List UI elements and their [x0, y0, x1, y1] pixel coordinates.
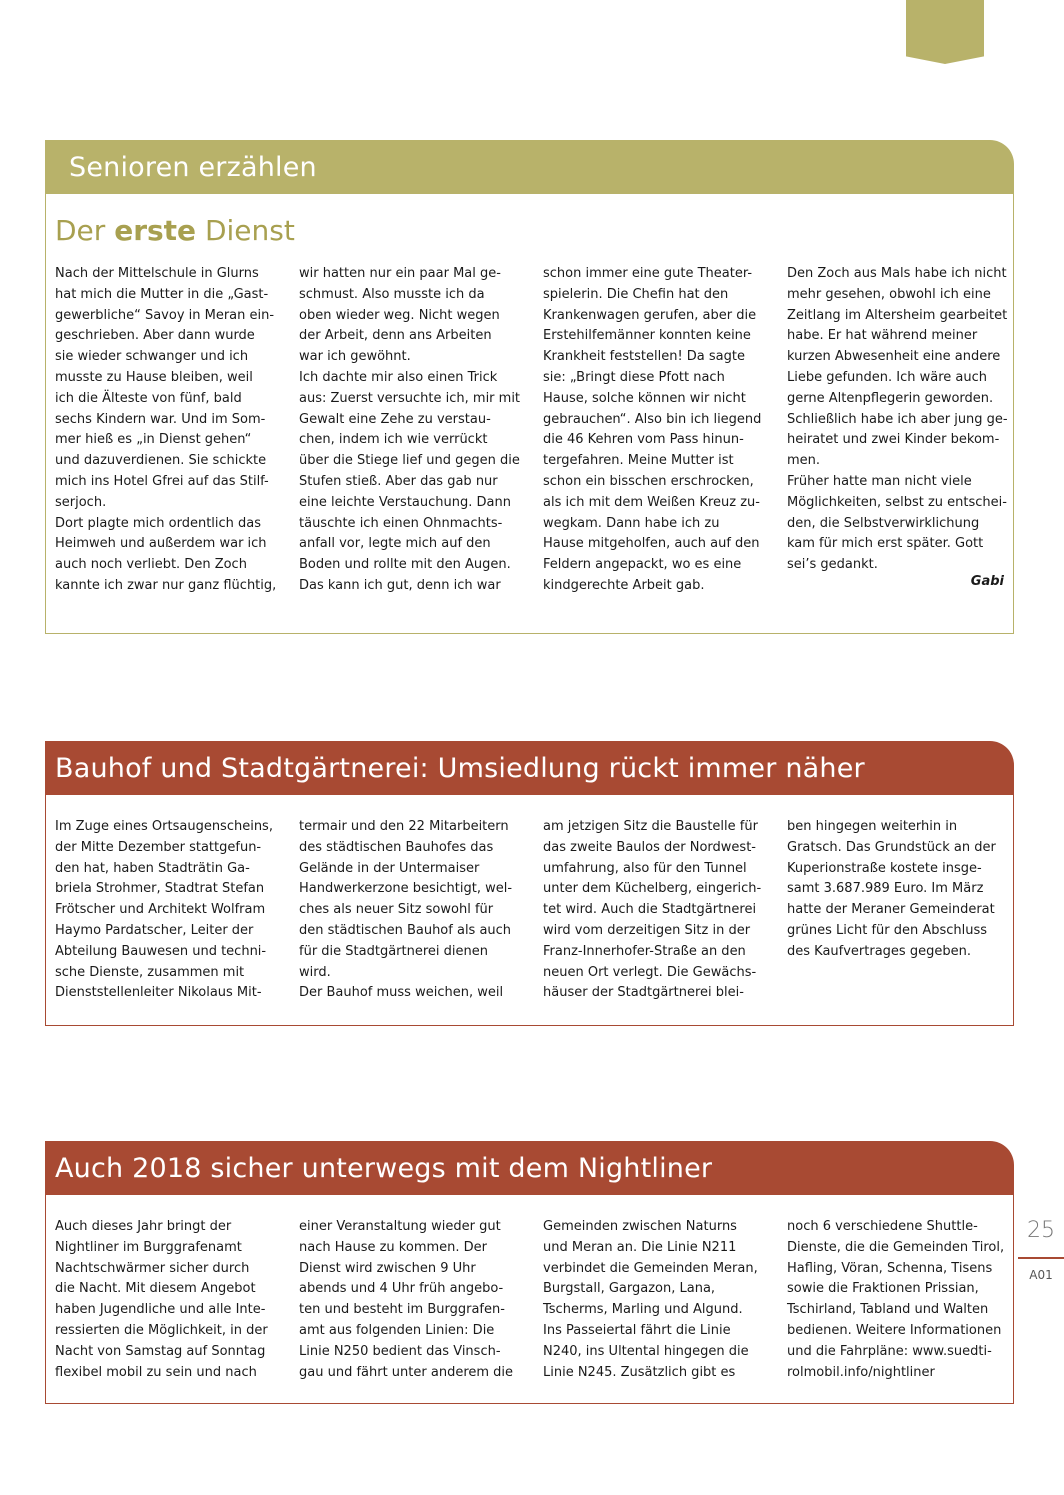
text-line: Hafling, Vöran, Schenna, Tisens: [787, 1260, 993, 1276]
text-line: für die Stadtgärtnerei dienen: [299, 943, 488, 959]
text-line: Kuperionstraße kostete insge-: [787, 860, 982, 876]
text-line: Liebe gefunden. Ich wäre auch: [787, 369, 988, 385]
text-line: Dienststellenleiter Nikolaus Mit-: [55, 985, 262, 1001]
text-line: tet wird. Auch die Stadtgärtnerei: [543, 902, 757, 918]
text-line: Nachtschwärmer sicher durch: [55, 1260, 250, 1276]
text-column: [543, 264, 763, 597]
text-line: am jetzigen Sitz die Baustelle für: [543, 819, 758, 834]
section-header-bauhof: Bauhof und Stadtgärtnerei: Umsiedlung rückt immer näher: [45, 741, 1014, 795]
section-body-senioren: [45, 194, 1014, 634]
text-line: Im Zuge eines Ortsaugenscheins,: [55, 819, 273, 834]
text-column: [299, 817, 519, 1004]
subtitle-pre: Der: [55, 214, 115, 247]
text-line: tergefahren. Meine Mutter ist: [543, 453, 734, 469]
text-line: als ich mit dem Weißen Kreuz zu-: [543, 494, 760, 510]
text-line: anfall vor, legte mich auf den: [299, 536, 491, 552]
text-line: rolmobil.info/nightliner: [787, 1364, 935, 1380]
text-line: Gratsch. Das Grundstück an der: [787, 839, 996, 855]
text-line: Ich dachte mir also einen Trick: [299, 369, 498, 385]
text-line: sie wieder schwanger und ich: [55, 349, 249, 365]
text-line: kurzen Abwesenheit eine andere: [787, 349, 1001, 365]
text-line: Nacht von Samstag auf Sonntag: [55, 1343, 266, 1359]
text-line: kindgerechte Arbeit gab.: [543, 577, 705, 593]
text-line: wird.: [299, 964, 331, 980]
text-column: [299, 264, 519, 597]
text-line: amt aus folgenden Linien: Die: [299, 1322, 495, 1338]
section-header-senioren: Senioren erzählen: [45, 140, 1014, 194]
text-line: Gemeinden zwischen Naturns: [543, 1219, 737, 1234]
top-corner-tab: [906, 0, 984, 64]
text-line: serjoch.: [55, 494, 107, 510]
text-line: Dort plagte mich ordentlich das: [55, 515, 262, 531]
text-line: und Meran an. Die Linie N211: [543, 1239, 737, 1255]
text-line: ben hingegen weiterhin in: [787, 819, 958, 834]
text-line: verbindet die Gemeinden Meran,: [543, 1260, 758, 1276]
page-number-divider: [1018, 1257, 1064, 1259]
text-line: Hause mitgeholfen, auch auf den: [543, 536, 760, 552]
author-signature: Gabi: [970, 574, 1004, 589]
text-line: heiratet und zwei Kinder bekom-: [787, 432, 1000, 448]
text-line: Abteilung Bauwesen und techni-: [55, 943, 267, 959]
text-line: Dienste, die die Gemeinden Tirol,: [787, 1239, 1005, 1255]
text-columns: [55, 264, 1008, 597]
text-line: Frötscher und Architekt Wolfram: [55, 902, 266, 918]
article-subtitle: [55, 214, 295, 247]
text-line: der Arbeit, denn ans Arbeiten: [299, 328, 492, 344]
text-line: unter dem Küchelberg, eingerich-: [543, 881, 762, 897]
text-line: ich die Älteste von fünf, bald: [55, 390, 242, 406]
text-line: habe. Er hat während meiner: [787, 328, 978, 344]
text-line: mich ins Hotel Gfrei auf das Stilf-: [55, 473, 269, 489]
page-number: 25: [1027, 1218, 1055, 1243]
text-line: ten und besteht im Burggrafen-: [299, 1302, 505, 1318]
text-line: chen, indem ich wie verrückt: [299, 432, 488, 448]
text-line: den, die Selbstverwirklichung: [787, 515, 980, 531]
text-column: [787, 264, 1007, 597]
section-body-bauhof: [45, 795, 1014, 1026]
text-line: sechs Kindern war. Und im Som-: [55, 411, 266, 427]
section-bauhof: [45, 741, 1014, 1026]
text-line: Boden und rollte mit den Augen.: [299, 557, 511, 573]
text-line: häuser der Stadtgärtnerei blei-: [543, 985, 744, 1001]
text-column: [787, 817, 1007, 1004]
text-line: wird vom derzeitigen Sitz in der: [543, 922, 751, 938]
text-line: auch noch verliebt. Den Zoch: [55, 557, 247, 573]
text-line: Das kann ich gut, denn ich war: [299, 577, 501, 593]
text-line: der Mitte Dezember stattgefun-: [55, 839, 262, 855]
text-column: [55, 264, 275, 597]
text-line: gau und fährt unter anderem die: [299, 1364, 514, 1380]
text-line: grünes Licht für den Abschluss: [787, 922, 988, 938]
text-columns: [55, 1217, 1005, 1383]
text-line: den städtischen Bauhof als auch: [299, 922, 512, 938]
text-line: die 46 Kehren vom Pass hinun-: [543, 432, 744, 448]
subtitle-post: Dienst: [196, 214, 295, 247]
text-line: sche Dienste, zusammen mit: [55, 964, 245, 980]
text-line: Haymo Pardatscher, Leiter der: [55, 922, 254, 938]
text-line: Auch dieses Jahr bringt der: [55, 1219, 232, 1234]
text-line: spielerin. Die Chefin hat den: [543, 286, 729, 302]
text-line: sowie die Fraktionen Prissian,: [787, 1281, 979, 1297]
subtitle-bold: erste: [114, 214, 197, 247]
text-line: Gelände in der Untermaiser: [299, 860, 480, 876]
text-line: täuschte ich einen Ohnmachts-: [299, 515, 503, 531]
text-line: das zweite Baulos der Nordwest-: [543, 839, 756, 855]
text-line: Schließlich habe ich aber jung ge-: [787, 411, 1008, 427]
text-line: men.: [787, 453, 821, 469]
text-line: Dienst wird zwischen 9 Uhr: [299, 1260, 476, 1276]
text-line: Den Zoch aus Mals habe ich nicht: [787, 266, 1007, 281]
text-line: aus: Zuerst versuchte ich, mir mit: [299, 390, 521, 406]
text-line: eine leichte Verstauchung. Dann: [299, 494, 511, 510]
text-line: sei’s gedankt.: [787, 557, 878, 573]
text-line: Ins Passeiertal fährt die Linie: [543, 1322, 731, 1338]
page-code: A01: [1029, 1268, 1053, 1282]
text-line: wegkam. Dann habe ich zu: [543, 515, 720, 531]
text-line: nach Hause zu kommen. Der: [299, 1239, 488, 1255]
text-line: gewerbliche“ Savoy in Meran ein-: [55, 307, 275, 323]
text-line: bedienen. Weitere Informationen: [787, 1322, 1002, 1338]
text-line: Tscherms, Marling und Algund.: [543, 1302, 743, 1318]
text-line: Nach der Mittelschule in Glurns: [55, 266, 259, 281]
text-column: [543, 817, 763, 1004]
text-line: Möglichkeiten, selbst zu entschei-: [787, 494, 1007, 510]
text-column: [55, 817, 275, 1004]
text-line: oben wieder weg. Nicht wegen: [299, 307, 500, 323]
text-line: termair und den 22 Mitarbeitern: [299, 819, 509, 834]
text-line: Linie N250 bedient das Vinsch-: [299, 1343, 501, 1359]
text-line: Krankenwagen gerufen, aber die: [543, 307, 757, 323]
text-line: hatte der Meraner Gemeinderat: [787, 902, 995, 918]
text-line: und die Fahrpläne: www.suedti-: [787, 1343, 992, 1359]
text-line: haben Jugendliche und alle Inte-: [55, 1302, 266, 1318]
text-line: kannte ich zwar nur ganz flüchtig,: [55, 577, 277, 593]
text-line: und dazuverdienen. Sie schickte: [55, 453, 267, 469]
text-line: Gewalt eine Zehe zu verstau-: [299, 411, 491, 427]
text-line: Erstehilfemänner konnten keine: [543, 328, 751, 344]
text-line: gerne Altenpflegerin geworden.: [787, 390, 994, 406]
text-line: noch 6 verschiedene Shuttle-: [787, 1219, 978, 1234]
text-line: mehr gesehen, obwohl ich eine: [787, 286, 991, 302]
text-line: ches als neuer Sitz sowohl für: [299, 902, 494, 918]
text-line: wir hatten nur ein paar Mal ge-: [299, 266, 501, 281]
section-senioren: [45, 140, 1014, 634]
text-line: des städtischen Bauhofes das: [299, 839, 494, 855]
text-line: den hat, haben Stadträtin Ga-: [55, 860, 250, 876]
text-line: ressierten die Möglichkeit, in der: [55, 1322, 268, 1338]
text-line: hat mich die Mutter in die „Gast-: [55, 286, 269, 302]
text-line: flexibel mobil zu sein und nach: [55, 1364, 257, 1380]
text-line: gebrauchen“. Also bin ich liegend: [543, 411, 762, 427]
text-line: schon immer eine gute Theater-: [543, 266, 753, 281]
text-line: des Kaufvertrages gegeben.: [787, 943, 971, 959]
text-line: umfahrung, also für den Tunnel: [543, 860, 747, 876]
text-line: Tschirland, Tabland und Walten: [787, 1302, 989, 1318]
text-line: Der Bauhof muss weichen, weil: [299, 985, 504, 1001]
text-line: Stufen stieß. Aber das gab nur: [299, 473, 498, 489]
section-nightliner: [45, 1141, 1014, 1404]
text-line: Zeitlang im Altersheim gearbeitet: [787, 307, 1008, 323]
text-column: [299, 1217, 519, 1383]
text-line: Linie N245. Zusätzlich gibt es: [543, 1364, 736, 1380]
text-line: Burgstall, Gargazon, Lana,: [543, 1281, 716, 1297]
text-line: Franz-Innerhofer-Straße an den: [543, 943, 746, 959]
text-line: Heimweh und außerdem war ich: [55, 536, 267, 552]
text-line: Hause, solche können wir nicht: [543, 390, 746, 406]
text-line: Nightliner im Burggrafenamt: [55, 1239, 242, 1255]
text-line: Krankheit feststellen! Da sagte: [543, 349, 745, 365]
section-header-nightliner: Auch 2018 sicher unterwegs mit dem Nightliner: [45, 1141, 1014, 1195]
text-line: samt 3.687.989 Euro. Im März: [787, 881, 984, 897]
text-line: mer hieß es „in Dienst gehen“: [55, 432, 252, 448]
text-line: musste zu Hause bleiben, weil: [55, 369, 253, 385]
text-line: Feldern angepackt, wo es eine: [543, 557, 742, 573]
text-line: schon ein bisschen erschrocken,: [543, 473, 754, 489]
text-line: die Nacht. Mit diesem Angebot: [55, 1281, 256, 1297]
text-line: neuen Ort verlegt. Die Gewächs-: [543, 964, 757, 980]
text-line: kam für mich erst später. Gott: [787, 536, 984, 552]
text-line: einer Veranstaltung wieder gut: [299, 1219, 501, 1234]
text-line: N240, ins Ultental hingegen die: [543, 1343, 749, 1359]
text-line: abends und 4 Uhr früh angebo-: [299, 1281, 504, 1297]
text-line: sie: „Bringt diese Pfott nach: [543, 369, 725, 385]
text-line: geschrieben. Aber dann wurde: [55, 328, 255, 344]
text-column: [543, 1217, 763, 1383]
text-column: [787, 1217, 1007, 1383]
section-body-nightliner: [45, 1195, 1014, 1404]
text-line: war ich gewöhnt.: [299, 349, 411, 365]
text-line: über die Stiege lief und gegen die: [299, 453, 520, 469]
text-line: Früher hatte man nicht viele: [787, 473, 972, 489]
text-column: [55, 1217, 275, 1383]
text-columns: [55, 817, 1005, 1004]
text-line: schmust. Also musste ich da: [299, 286, 485, 302]
text-line: briela Strohmer, Stadtrat Stefan: [55, 881, 265, 897]
text-line: Handwerkerzone besichtigt, wel-: [299, 881, 513, 897]
